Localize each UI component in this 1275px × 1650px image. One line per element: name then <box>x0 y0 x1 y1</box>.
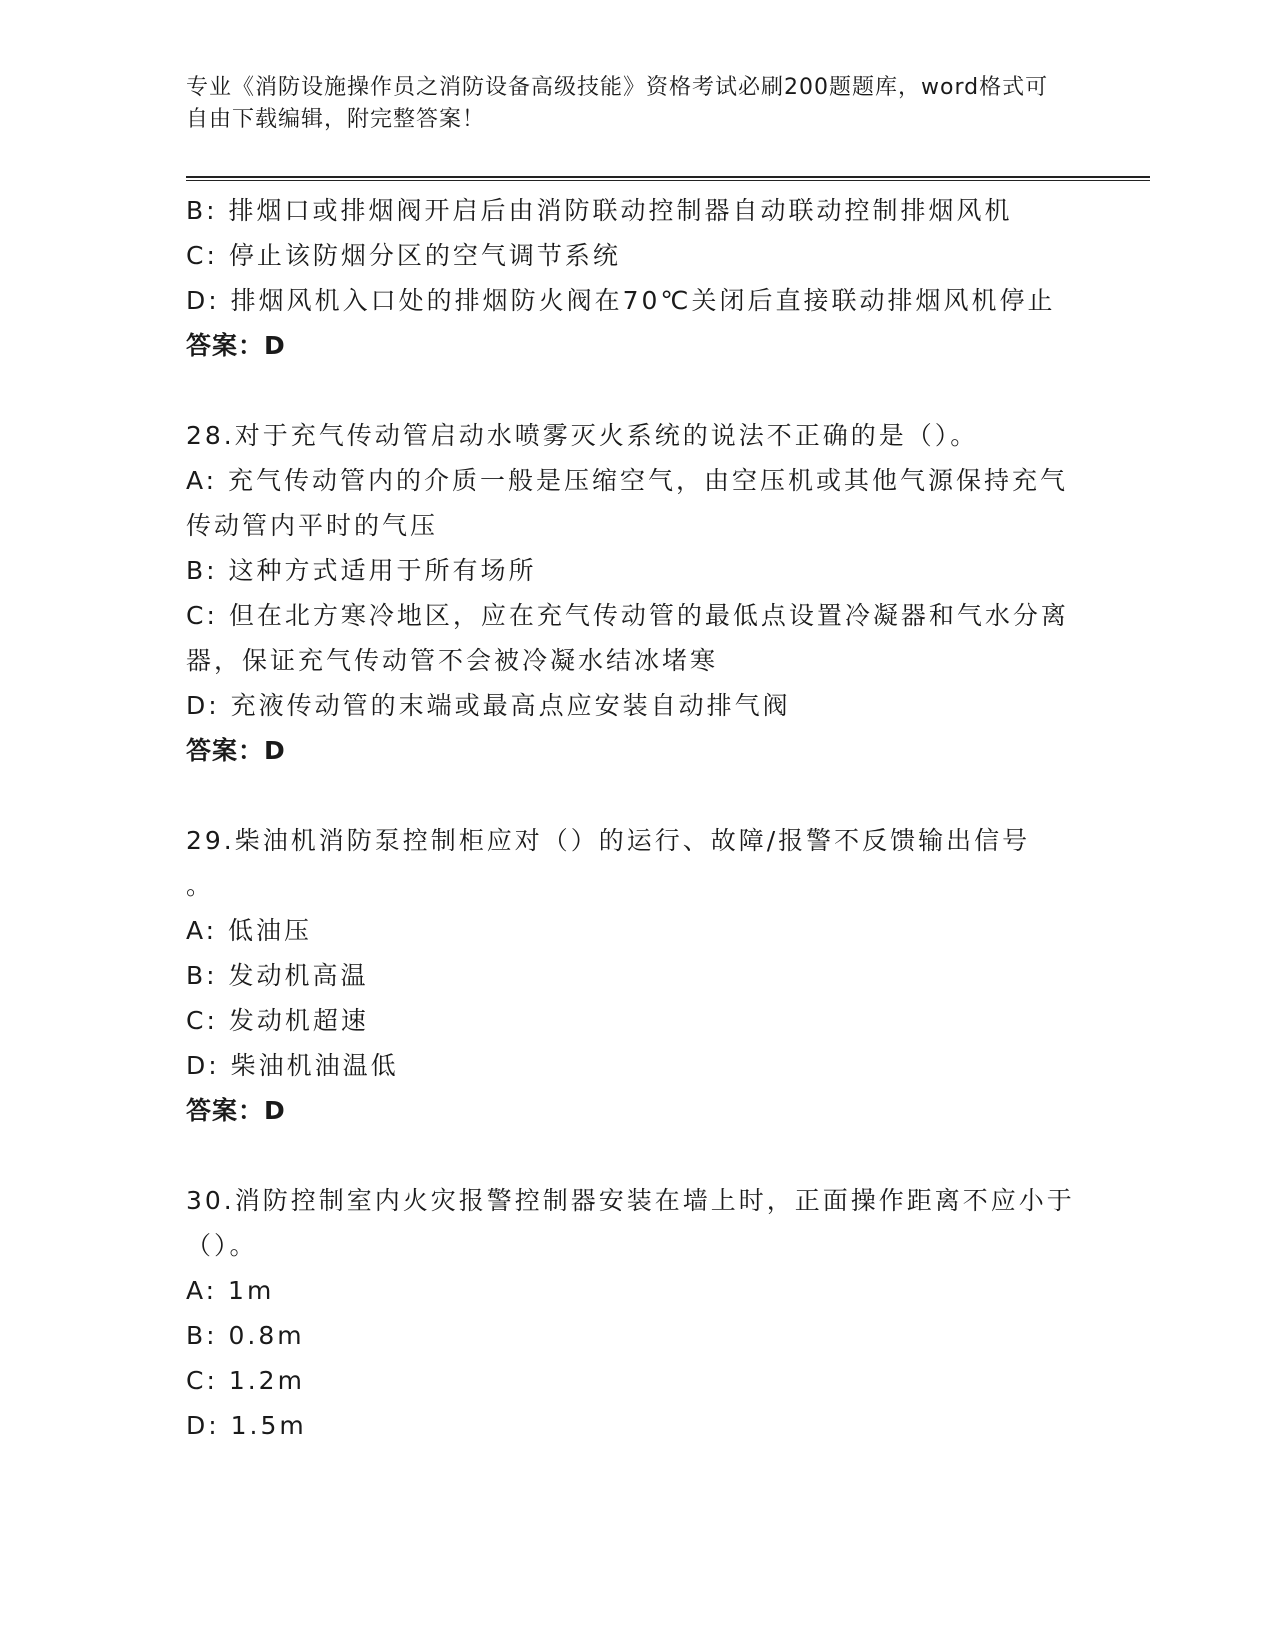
question-28 <box>186 413 1086 773</box>
option-a: A: 低油压 <box>186 916 313 945</box>
option-d: D: 充液传动管的末端或最高点应安装自动排气阀 <box>186 691 791 720</box>
option-d: D: 1.5m <box>186 1411 307 1440</box>
option-c: C: 但在北方寒冷地区，应在充气传动管的最低点设置冷凝器和气水分离器，保证充气传动管不会被冷凝水结冰堵寒 <box>186 601 1069 675</box>
question-stem-continuation: 。 <box>186 871 215 900</box>
option-b: B: 排烟口或排烟阀开启后由消防联动控制器自动联动控制排烟风机 <box>186 196 1013 225</box>
option-a: A: 充气传动管内的介质一般是压缩空气，由空压机或其他气源保持充气传动管内平时的气压 <box>186 466 1069 540</box>
option-a: A: 1m <box>186 1276 275 1305</box>
question-stem: 28.对于充气传动管启动水喷雾灭火系统的说法不正确的是（）。 <box>186 421 979 450</box>
question-29 <box>186 818 1086 1133</box>
option-c: C: 停止该防烟分区的空气调节系统 <box>186 241 621 270</box>
option-b: B: 这种方式适用于所有场所 <box>186 556 537 585</box>
question-27 <box>186 188 1086 368</box>
option-d: D: 柴油机油温低 <box>186 1051 399 1080</box>
answer: 答案：D <box>186 736 286 765</box>
page-header: 专业《消防设施操作员之消防设备高级技能》资格考试必刷200题题库，word格式可自由下载编辑，附完整答案！ <box>186 75 1049 132</box>
answer: 答案：D <box>186 1096 286 1125</box>
question-stem: 29.柴油机消防泵控制柜应对（）的运行、故障/报警不反馈输出信号 <box>186 826 1031 855</box>
option-c: C: 发动机超速 <box>186 1006 369 1035</box>
header-divider <box>186 176 1150 181</box>
question-30 <box>186 1178 1086 1448</box>
option-c: C: 1.2m <box>186 1366 305 1395</box>
option-b: B: 发动机高温 <box>186 961 369 990</box>
question-list <box>186 188 1086 1448</box>
option-b: B: 0.8m <box>186 1321 305 1350</box>
option-d: D: 排烟风机入口处的排烟防火阀在70℃关闭后直接联动排烟风机停止 <box>186 286 1056 315</box>
question-stem: 30.消防控制室内火灾报警控制器安装在墙上时，正面操作距离不应小于（）。 <box>186 1186 1075 1260</box>
answer: 答案：D <box>186 331 286 360</box>
